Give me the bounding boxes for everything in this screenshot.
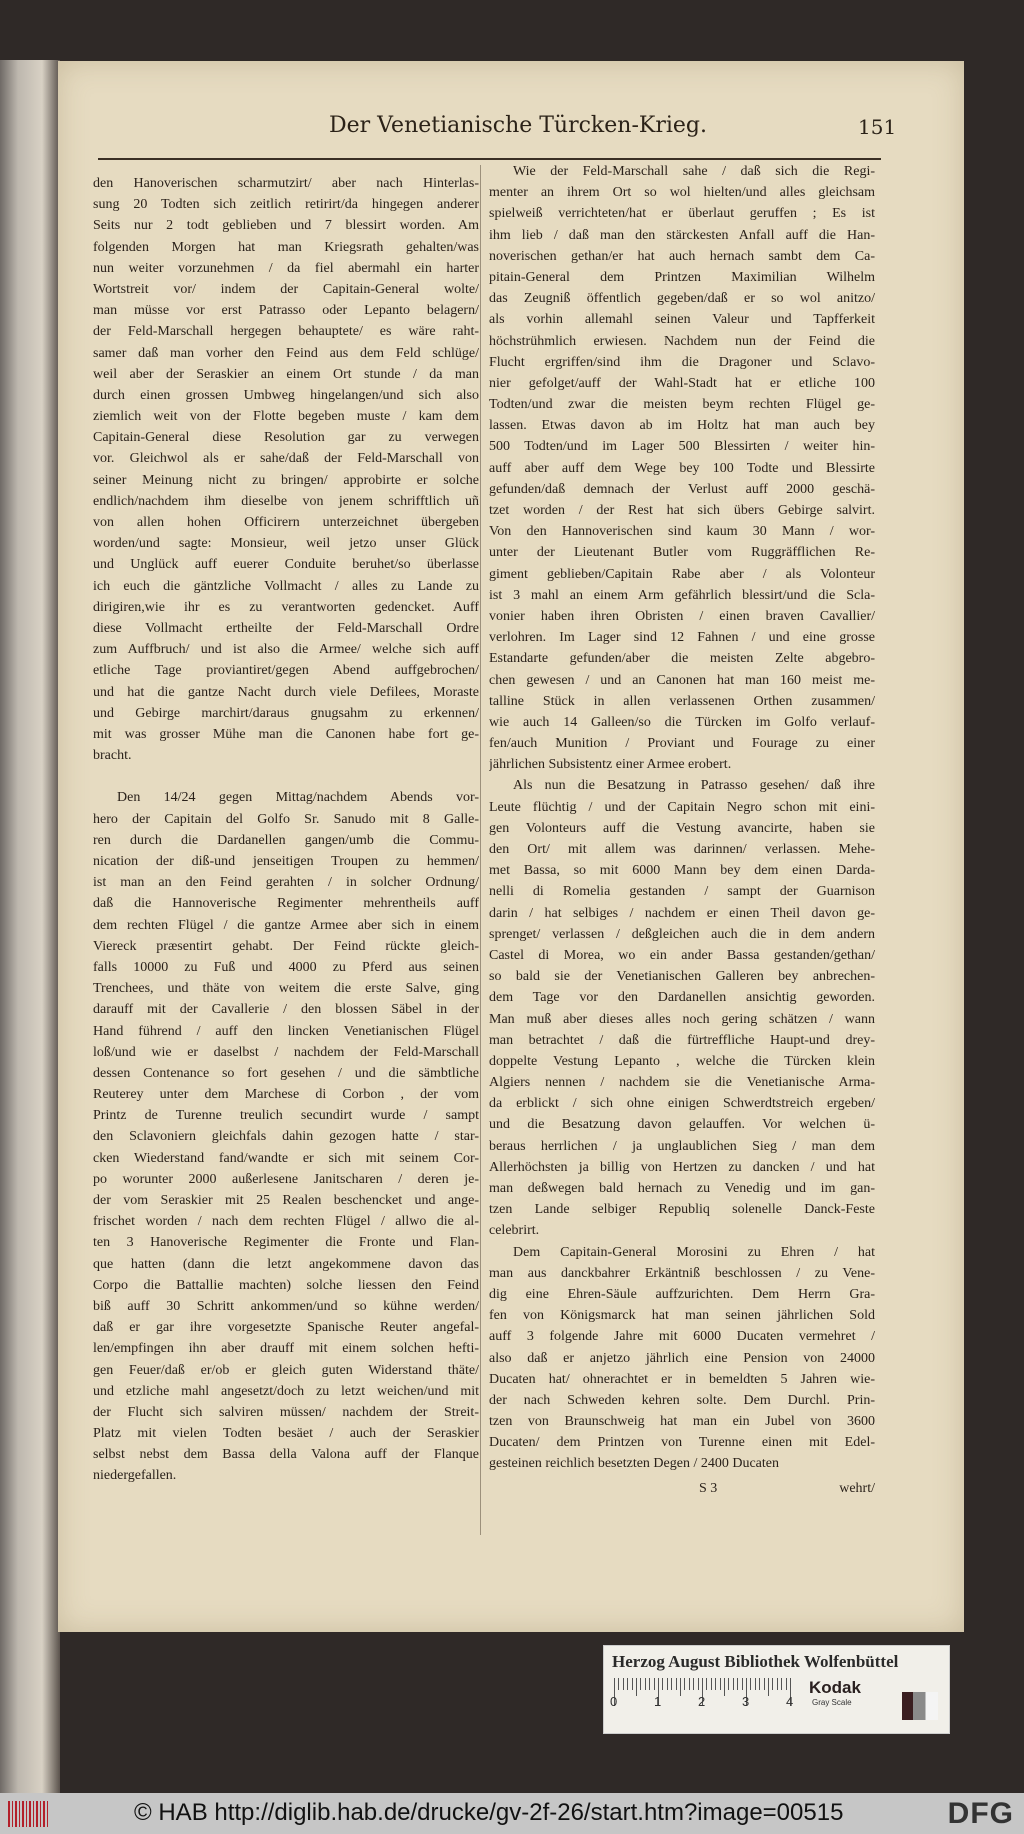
- ruler-tick: [742, 1678, 743, 1690]
- text-line: Allerhöchsten ja billig von Hertzen zu dancken / und hat: [489, 1159, 875, 1175]
- text-line: [93, 766, 479, 787]
- text-line: und die Besatzung davon gelauffen. Vor welchen ü-: [489, 1117, 875, 1133]
- text-line: gesteinen reichlich besetzten Degen / 2400 Ducaten: [489, 1456, 779, 1472]
- text-line: verlohren. Im Lager sind 12 Fahnen / und eine grosse: [489, 630, 875, 646]
- text-line: der vom Seraskier mit 25 Realen beschencket und ange-: [93, 1193, 479, 1208]
- ruler-tick: [777, 1678, 778, 1690]
- text-line: der nach Schweden kehren solte. Dem Durchl. Prin-: [489, 1392, 875, 1408]
- ruler-tick: [632, 1678, 633, 1690]
- text-line: den Sclavoniern gleichfals dahin gezogen hatte / star-: [93, 1129, 479, 1145]
- text-line: noverischen gethan/er hat auch hernach sambt dem Ca-: [489, 248, 875, 264]
- text-line: den Ort/ mit allem was darinnen/ verlassen. Mehe-: [489, 842, 875, 857]
- text-line: durch einen grossen Umbweg hingelangen/und sich also: [93, 387, 479, 403]
- text-line: Flucht ergriffen/sind ihm die Dragoner und Sclavo-: [489, 354, 875, 370]
- text-line: Corpo die Battallie machten) solche liessen den Feind: [93, 1277, 479, 1293]
- text-line: cken Wiederstand fand/wandte er sich mit seinem Cor-: [93, 1150, 479, 1166]
- text-line: Leute flüchtig / und der Capitain Negro schon mit eini-: [489, 799, 875, 815]
- text-line: ren durch die Dardanellen gangen/umb die Commu-: [93, 832, 479, 848]
- text-line: spielweiß verrichteten/hat er überlaut geruffen ; Es ist: [489, 206, 875, 222]
- text-line: Als nun die Besatzung in Patrasso gesehen/ daß ihre: [513, 778, 875, 794]
- text-line: Seits nur 2 todt geblieben und 7 blessirt worden. Am: [93, 218, 479, 234]
- ruler-tick: [768, 1678, 769, 1696]
- ruler-tick: [649, 1678, 650, 1690]
- text-line: sprenget/ verlassen / deßgleichen auch die in dem andern: [489, 926, 875, 942]
- text-line: menter an ihrem Ort so wol hielten/und alles gleichsam: [489, 185, 875, 201]
- text-line: zum Auffbruch/ und ist also die Armee/ welche sich auff: [93, 642, 479, 658]
- ruler-tick: [720, 1678, 721, 1690]
- text-line: darauff mit der Cavallerie / den blossen Säbel in der: [93, 1002, 479, 1018]
- scanned-page: [58, 61, 964, 1632]
- right-column: [489, 161, 875, 1475]
- text-line: als vorhin allemahl seinen Valeur und Tapfferkeit: [489, 312, 875, 328]
- text-line: man müsse vor erst Patrasso oder Lepanto belagern/: [93, 303, 479, 319]
- text-line: auff 3 folgende Jahre mit 6000 Ducaten vermehret /: [489, 1329, 875, 1345]
- text-line: mit was grosser Mühe man die Canonen habe fort ge-: [93, 726, 479, 742]
- text-line: so bald sie der Venetianischen Galleren bey anbrechen-: [489, 969, 875, 985]
- text-line: Hand führend / auff den lincken Venetianischen Flügel: [93, 1023, 479, 1039]
- text-line: Wie der Feld-Marschall sahe / daß sich die Regi-: [513, 164, 875, 179]
- copyright-link[interactable]: © HAB http://diglib.hab.de/drucke/gv-2f-26/start.htm?image=00515: [134, 1799, 844, 1826]
- text-line: Platz mit vielen Todten besäet / auch der Seraskier: [93, 1426, 479, 1442]
- text-line: Viereck præsentirt gehabt. Der Feind rückte gleich-: [93, 938, 479, 954]
- text-line: beraus herrlichen / ja unglaublichen Sieg / man dem: [489, 1138, 875, 1154]
- text-line: jährlichen Subsistentz einer Armee erobert.: [489, 757, 732, 773]
- text-line: Von den Hannoverischen sind kaum 30 Mann / wor-: [489, 524, 875, 540]
- text-line: dem rechten Flügel / die gantze Armee aber sich in einem: [93, 917, 479, 933]
- text-line: 500 Todten/und im Lager 500 Blessirten / weiter hin-: [489, 439, 875, 455]
- text-line: nication der diß-und jenseitigen Troupen zu hemmen/: [93, 854, 479, 869]
- ruler-tick: [750, 1678, 751, 1690]
- column-divider: [480, 165, 481, 1535]
- text-line: fen/auch Munition / Proviant und Fourage zu einer: [489, 736, 875, 752]
- text-line: auff aber auff dem Wege bey 100 Todte und Blessirte: [489, 460, 875, 476]
- ruler-tick: [706, 1678, 707, 1690]
- page-number: 151: [858, 115, 897, 139]
- text-line: chen gewesen / und an Canonen hat man 160 meist me-: [489, 672, 875, 688]
- ruler-tick: [645, 1678, 646, 1690]
- ruler-tick: [772, 1678, 773, 1690]
- text-line: Dem Capitain-General Morosini zu Ehren / hat: [513, 1244, 875, 1260]
- ruler-tick: [728, 1678, 729, 1690]
- text-line: Capitain-General diese Resolution gar zu verwegen: [93, 430, 479, 446]
- text-line: das Zeugniß öffentlich gegeben/daß er so wol anitzo/: [489, 291, 875, 307]
- catchword: wehrt/: [839, 1481, 875, 1496]
- text-line: tzet worden / der Rest hat sich übers Gebirge salvirt.: [489, 503, 875, 518]
- library-color-scale-card: [603, 1645, 950, 1734]
- ruler-tick: [759, 1678, 760, 1690]
- text-line: giment geblieben/Capitain Rabe aber / als Volonteur: [489, 566, 875, 582]
- text-line: folgenden Morgen hat man Kriegsrath gehalten/was: [93, 239, 479, 255]
- text-line: Den 14/24 gegen Mittag/nachdem Abends vor-: [117, 790, 479, 806]
- text-line: selbst nebst dem Bassa della Valona auff der Flanque: [93, 1447, 479, 1463]
- ruler-number: 1: [654, 1694, 662, 1709]
- ruler-tick: [676, 1678, 677, 1690]
- ruler-tick: [667, 1678, 668, 1690]
- ruler-tick: [623, 1678, 624, 1690]
- text-line: weil aber der Seraskier an einem Ort stunde / da man: [93, 366, 479, 382]
- text-line: hero der Capitain del Golfo Sr. Sanudo mit 8 Galle-: [93, 811, 479, 827]
- text-line: daß die Hannoverische Regimenter mehrentheils auff: [93, 896, 479, 912]
- gray-scale-caption: Gray Scale: [812, 1698, 852, 1707]
- text-line: endlich/nachdem ihm dieselbe von jenem schrifftlich uñ: [93, 493, 479, 509]
- text-line: und Unglück auff euerer Conduite beruhet/so überlasse: [93, 557, 479, 573]
- text-line: Trenchees, und thäte von weitem die erste Salve, ging: [93, 981, 479, 997]
- ruler-tick: [654, 1678, 655, 1690]
- text-line: seiner Meinung nicht zu bringen/ approbirte er solche: [93, 472, 479, 488]
- text-line: nier gefolget/auff der Wahl-Stadt hat er etliche 100: [489, 375, 875, 391]
- text-line: ich euch die gäntzliche Vollmacht / alles zu Lande zu: [93, 578, 479, 594]
- text-line: von allen hohen Officirern unterzeichnet übergeben: [93, 515, 479, 530]
- text-line: Ducaten hat/ ohnerachtet er in bemeldten 5 Jahren wie-: [489, 1371, 875, 1387]
- text-line: Wortstreit vor/ indem der Capitain-General wolte/: [93, 281, 479, 297]
- ruler-tick: [781, 1678, 782, 1690]
- text-line: unter der Lieutenant Butler vom Ruggräfflichen Re-: [489, 545, 875, 561]
- text-line: met Bassa, so mit 6000 Mann bey dem einen Darda-: [489, 863, 875, 879]
- text-line: tzen von Braunschweig hat man ein Jubel von 3600: [489, 1414, 875, 1430]
- text-line: nelli di Romelia gestanden / sampt der Guarnison: [489, 884, 875, 900]
- kodak-logo: Kodak: [809, 1678, 861, 1697]
- text-line: len/empfingen ihn aber drauff mit einem solchen hefti-: [93, 1341, 479, 1357]
- text-line: celebrirt.: [489, 1223, 540, 1239]
- text-line: worden/und sagte: Monsieur, weil jetzo unser Glück: [93, 536, 479, 552]
- text-line: Printz de Turenne treulich secundirt wurde / sampt: [93, 1108, 479, 1124]
- text-line: fen von Königsmarck hat man seinen jährlichen Sold: [489, 1308, 875, 1324]
- ruler-tick: [764, 1678, 765, 1690]
- ruler-tick: [698, 1678, 699, 1690]
- text-line: pitain-General dem Printzen Maximilian Wilhelm: [489, 269, 875, 285]
- text-line: vonier haben ihren Obristen / einen braven Cavallier/: [489, 608, 875, 624]
- text-line: und hat die gantze Nacht durch viele Defilees, Moraste: [93, 684, 479, 700]
- ruler-tick: [733, 1678, 734, 1690]
- text-line: wie auch 14 Galleen/so die Türcken im Golfo verlauf-: [489, 714, 875, 730]
- text-line: Estandarte gefunden/aber die meisten Zelte abgebro-: [489, 651, 875, 667]
- ruler-tick: [636, 1678, 637, 1696]
- text-line: tzen Lande selbiger Republiq solenelle Danck-Feste: [489, 1202, 875, 1218]
- text-line: darin / hat selbiges / nachdem er einen Theil davon ge-: [489, 905, 875, 921]
- text-line: samer daß man vorher den Feind aus dem Feld schlüge/: [93, 345, 479, 361]
- text-line: höchstrühmlich erwiesen. Nachdem nun der Feind die: [489, 333, 875, 349]
- text-line: Reuterey unter dem Marchese di Corbon , der vom: [93, 1087, 479, 1103]
- text-line: man aus danckbahrer Erkäntniß beschlossen / zu Vene-: [489, 1265, 875, 1281]
- ruler-tick: [715, 1678, 716, 1690]
- dfg-logo: DFG: [947, 1797, 1014, 1830]
- text-line: ten 3 Hanoverische Regimenter die Fronte und Flan-: [93, 1235, 479, 1251]
- text-line: der Feld-Marschall hergegen behauptete/ es wäre raht-: [93, 324, 479, 340]
- text-line: niedergefallen.: [93, 1468, 177, 1484]
- ruler-tick: [640, 1678, 641, 1690]
- text-line: talline Stück in allen verlassenen Orthen zusammen/: [489, 693, 875, 709]
- text-line: que hatten (dann die letzt angekommene davon das: [93, 1256, 479, 1272]
- ruler-number: 3: [742, 1694, 750, 1709]
- text-line: man betrachtet / daß die fürtreffliche Haupt-und drey-: [489, 1032, 875, 1048]
- text-line: ist man an den Feind gerahten / in solcher Ordnung/: [93, 875, 479, 891]
- ruler-tick: [627, 1678, 628, 1690]
- text-line: ziemlich weit von der Flotte begeben muste / kam dem: [93, 409, 479, 425]
- ruler-number: 0: [610, 1694, 618, 1709]
- text-line: loß/und wie er daselbst / nachdem der Feld-Marschall: [93, 1044, 479, 1060]
- text-line: falls 10000 zu Fuß und 4000 zu Pferd aus seinen: [93, 959, 479, 975]
- text-line: Todten/und zwar die meisten beym rechten Flügel ge-: [489, 397, 875, 413]
- catchword-line: [489, 1481, 875, 1503]
- text-line: gen Volonteurs auff die Vestung avancirte, haben sie: [489, 820, 875, 836]
- ruler-tick: [689, 1678, 690, 1690]
- text-line: vor. Gleichwol als er sahe/daß der Feld-Marschall von: [93, 451, 479, 467]
- text-line: gen Feuer/daß er/ob er gleich guten Widerstand thäte/: [93, 1362, 479, 1378]
- ruler-tick: [693, 1678, 694, 1690]
- text-line: po worunter 2000 außerlesene Janitscharen / deren je-: [93, 1171, 479, 1187]
- text-line: dirigiren,wie ihr es zu verantworten gedencket. Auff: [93, 599, 479, 615]
- text-line: ist 3 mahl an einem Arm gefährlich blessirt/und die Scla-: [489, 587, 875, 603]
- text-line: etliche Tage proviantiret/gegen Abend auffgebrochen/: [93, 663, 479, 679]
- footer-bar: [0, 1793, 1024, 1834]
- gray-scale-swatch: [902, 1692, 938, 1720]
- text-line: und Gebirge marchirt/daraus gnugsahm zu erkennen/: [93, 705, 479, 721]
- text-line: dem Tage vor den Dardanellen ansichtig geworden.: [489, 990, 875, 1006]
- text-line: bracht.: [93, 748, 132, 764]
- ruler-tick: [786, 1678, 787, 1690]
- text-line: biß auff 30 Schritt ankommen/und so kühne werden/: [93, 1298, 479, 1314]
- text-line: diese Vollmacht ertheilte der Feld-Marschall Ordre: [93, 620, 479, 636]
- text-line: sung 20 Todten sich zeitlich retirirt/da hingegen anderer: [93, 197, 479, 213]
- ruler-tick: [680, 1678, 681, 1696]
- left-column: [93, 173, 479, 1487]
- text-line: lassen. Etwas davon ab im Holtz hat man auch bey: [489, 418, 875, 434]
- adjacent-page-edge: [0, 0, 60, 1795]
- running-head-title: Der Venetianische Türcken-Krieg.: [329, 113, 707, 138]
- signature-mark: S 3: [699, 1481, 718, 1496]
- institution-name: Herzog August Bibliothek Wolfenbüttel: [612, 1652, 899, 1671]
- ruler-tick: [755, 1678, 756, 1690]
- header-rule: [98, 158, 881, 160]
- text-line: man deßwegen bald hernach zu Venedig und im gan-: [489, 1181, 875, 1196]
- text-line: doppelte Vestung Lepanto , welche die Türcken klein: [489, 1053, 875, 1069]
- text-line: ihm lieb / daß man den stärckesten Anfall auff die Han-: [489, 227, 875, 243]
- text-line: daß er gar ihre vorgesetzte Spanische Reuter angefal-: [93, 1320, 479, 1336]
- ruler-tick: [662, 1678, 663, 1690]
- text-line: dessen Contenance so fort gesehen / und die sämbtliche: [93, 1065, 479, 1081]
- ruler-tick: [724, 1678, 725, 1696]
- text-line: gefunden/daß demnach der Verlust auff 2000 geschä-: [489, 481, 875, 497]
- ruler-tick: [618, 1678, 619, 1690]
- ruler-number: 4: [786, 1694, 794, 1709]
- text-line: den Hanoverischen scharmutzirt/ aber nach Hinterlas-: [93, 176, 479, 191]
- ruler-tick: [737, 1678, 738, 1690]
- text-line: also daß er anjetzo jährlich eine Pension von 24000: [489, 1350, 875, 1366]
- text-line: frischet worden / nach dem rechten Flügel / allwo die al-: [93, 1214, 479, 1230]
- text-line: Ducaten/ dem Printzen von Turenne einen mit Edel-: [489, 1435, 875, 1451]
- text-line: nun weiter vorzunehmen / da fiel abermahl ein harter: [93, 260, 479, 276]
- text-line: Castel di Morea, wo ein ander Bassa gestanden/gethan/: [489, 947, 875, 963]
- ruler-tick: [711, 1678, 712, 1690]
- ruler-number: 2: [698, 1694, 706, 1709]
- text-line: da erblickt / sich ohne einigen Schwerdtstreich ergeben/: [489, 1096, 875, 1112]
- text-line: dig eine Ehren-Säule auffzurichten. Dem Herrn Gra-: [489, 1286, 875, 1302]
- ruler-tick: [671, 1678, 672, 1690]
- text-line: Algiers nennen / nachdem sie die Venetianische Arma-: [489, 1075, 875, 1091]
- ruler-tick: [684, 1678, 685, 1690]
- text-line: und etzliche mahl angesetzt/doch zu letzt weichen/und mit: [93, 1383, 479, 1399]
- hab-logo-icon: [8, 1801, 48, 1827]
- text-line: Man muß aber dieses alles noch gering schätzen / wann: [489, 1011, 875, 1027]
- text-line: der Flucht sich salviren müssen/ nachdem der Streit-: [93, 1404, 479, 1420]
- scan-background: [0, 0, 60, 60]
